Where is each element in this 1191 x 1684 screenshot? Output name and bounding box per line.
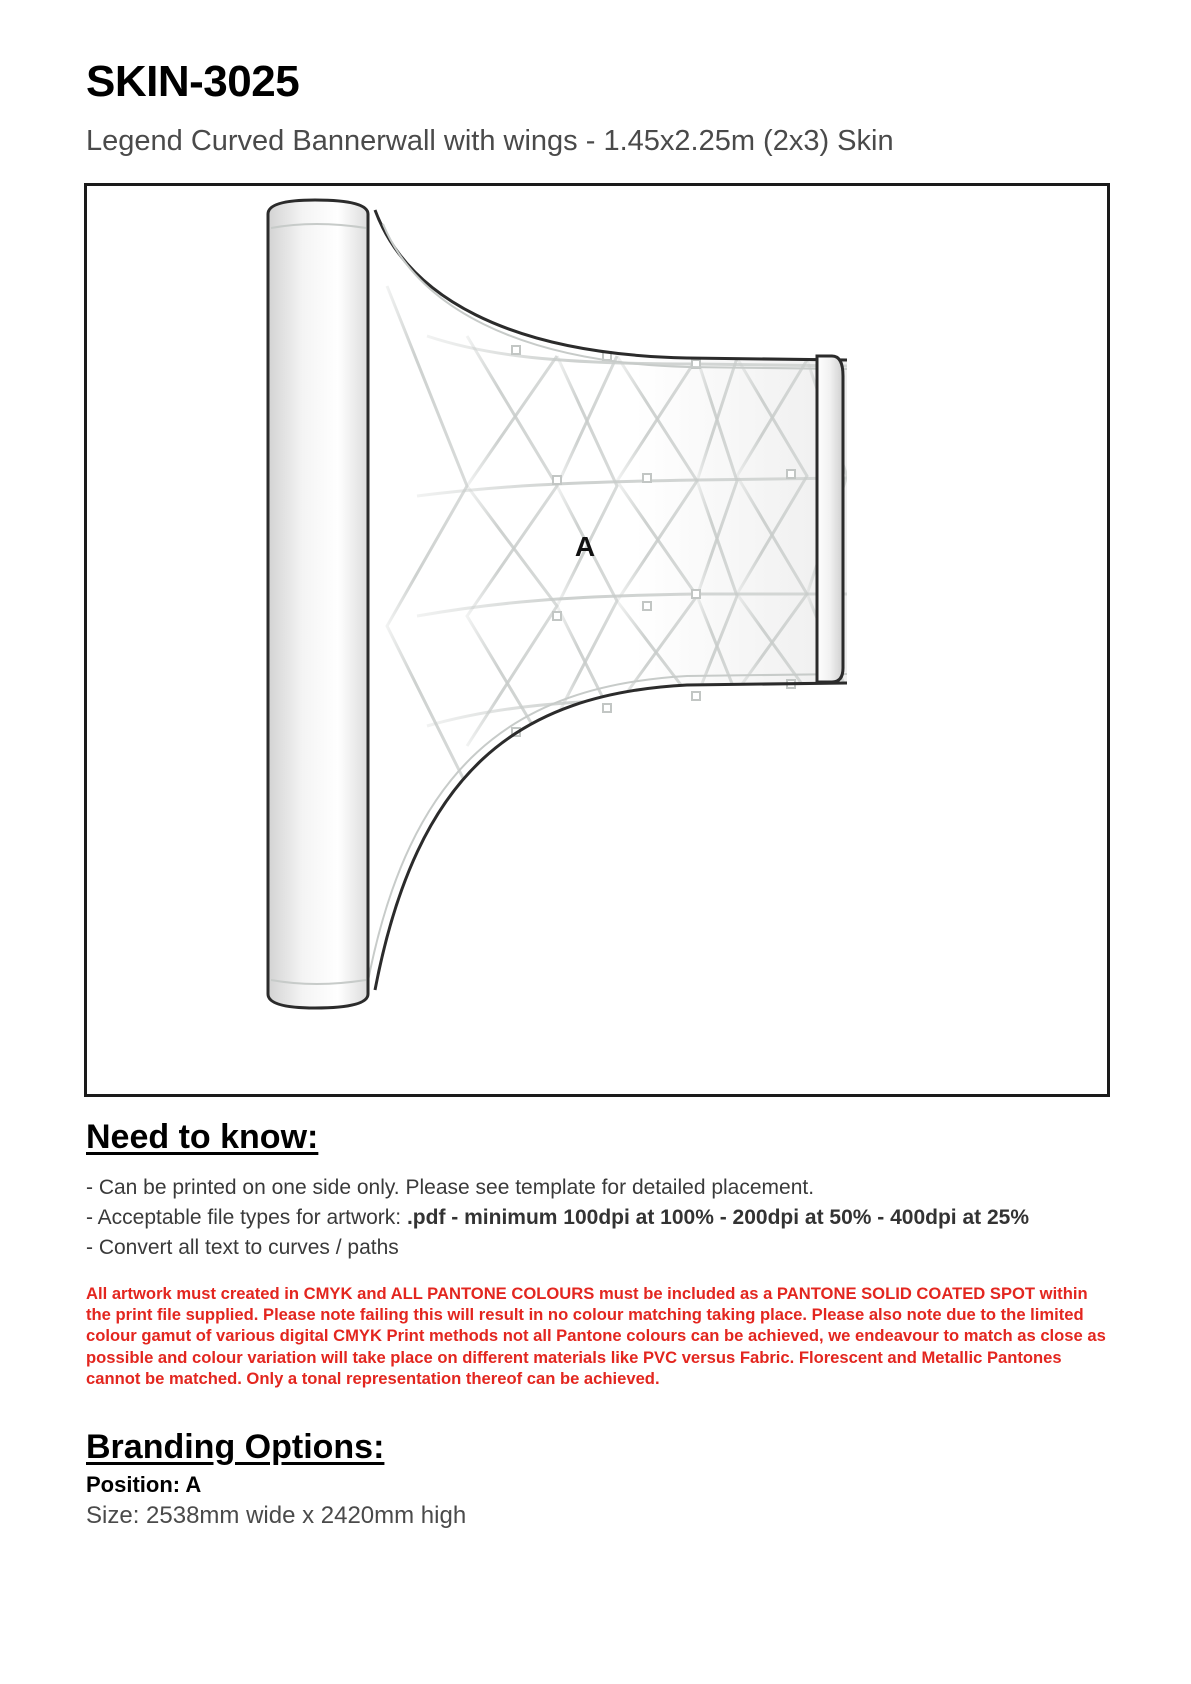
position-label: A [574, 531, 596, 562]
product-code: SKIN-3025 [86, 57, 300, 106]
list-item: - Acceptable file types for artwork: .pdf - minimum 100dpi at 100% - 200dpi at 50% - 400dpi at 25% [86, 1206, 1029, 1229]
list-item: - Convert all text to curves / paths [86, 1236, 399, 1259]
bannerwall-drawing [87, 186, 1107, 1094]
product-illustration-frame [84, 183, 1110, 1097]
branding-position: Position: A [86, 1472, 202, 1497]
right-end-cap [817, 356, 843, 682]
need-to-know-heading: Need to know: [86, 1118, 319, 1156]
product-subtitle: Legend Curved Bannerwall with wings - 1.45x2.25m (2x3) Skin [86, 125, 894, 157]
branding-options-heading: Branding Options: [86, 1428, 385, 1466]
left-end-cap [268, 200, 368, 1008]
branding-size: Size: 2538mm wide x 2420mm high [86, 1502, 467, 1529]
curved-panel [375, 210, 847, 990]
need-to-know-list [86, 1173, 1029, 1263]
colour-warning: All artwork must created in CMYK and ALL PANTONE COLOURS must be included as a PANTONE SOLID COATED SPOT within the print file supplied. Please note failing this will result in no colour matching taking place. Please also note due to the limited colour gamut of various digital CMYK Print methods not all Pantone colours can be achieved, we endeavour to match as close as possible and colour variation will take place on different materials like PVC versus Fabric. Florescent and Metallic Pantones cannot be matched. Only a tonal representation thereof can be achieved. [86, 1284, 1106, 1388]
list-item: - Can be printed on one side only. Please see template for detailed placement. [86, 1176, 815, 1199]
